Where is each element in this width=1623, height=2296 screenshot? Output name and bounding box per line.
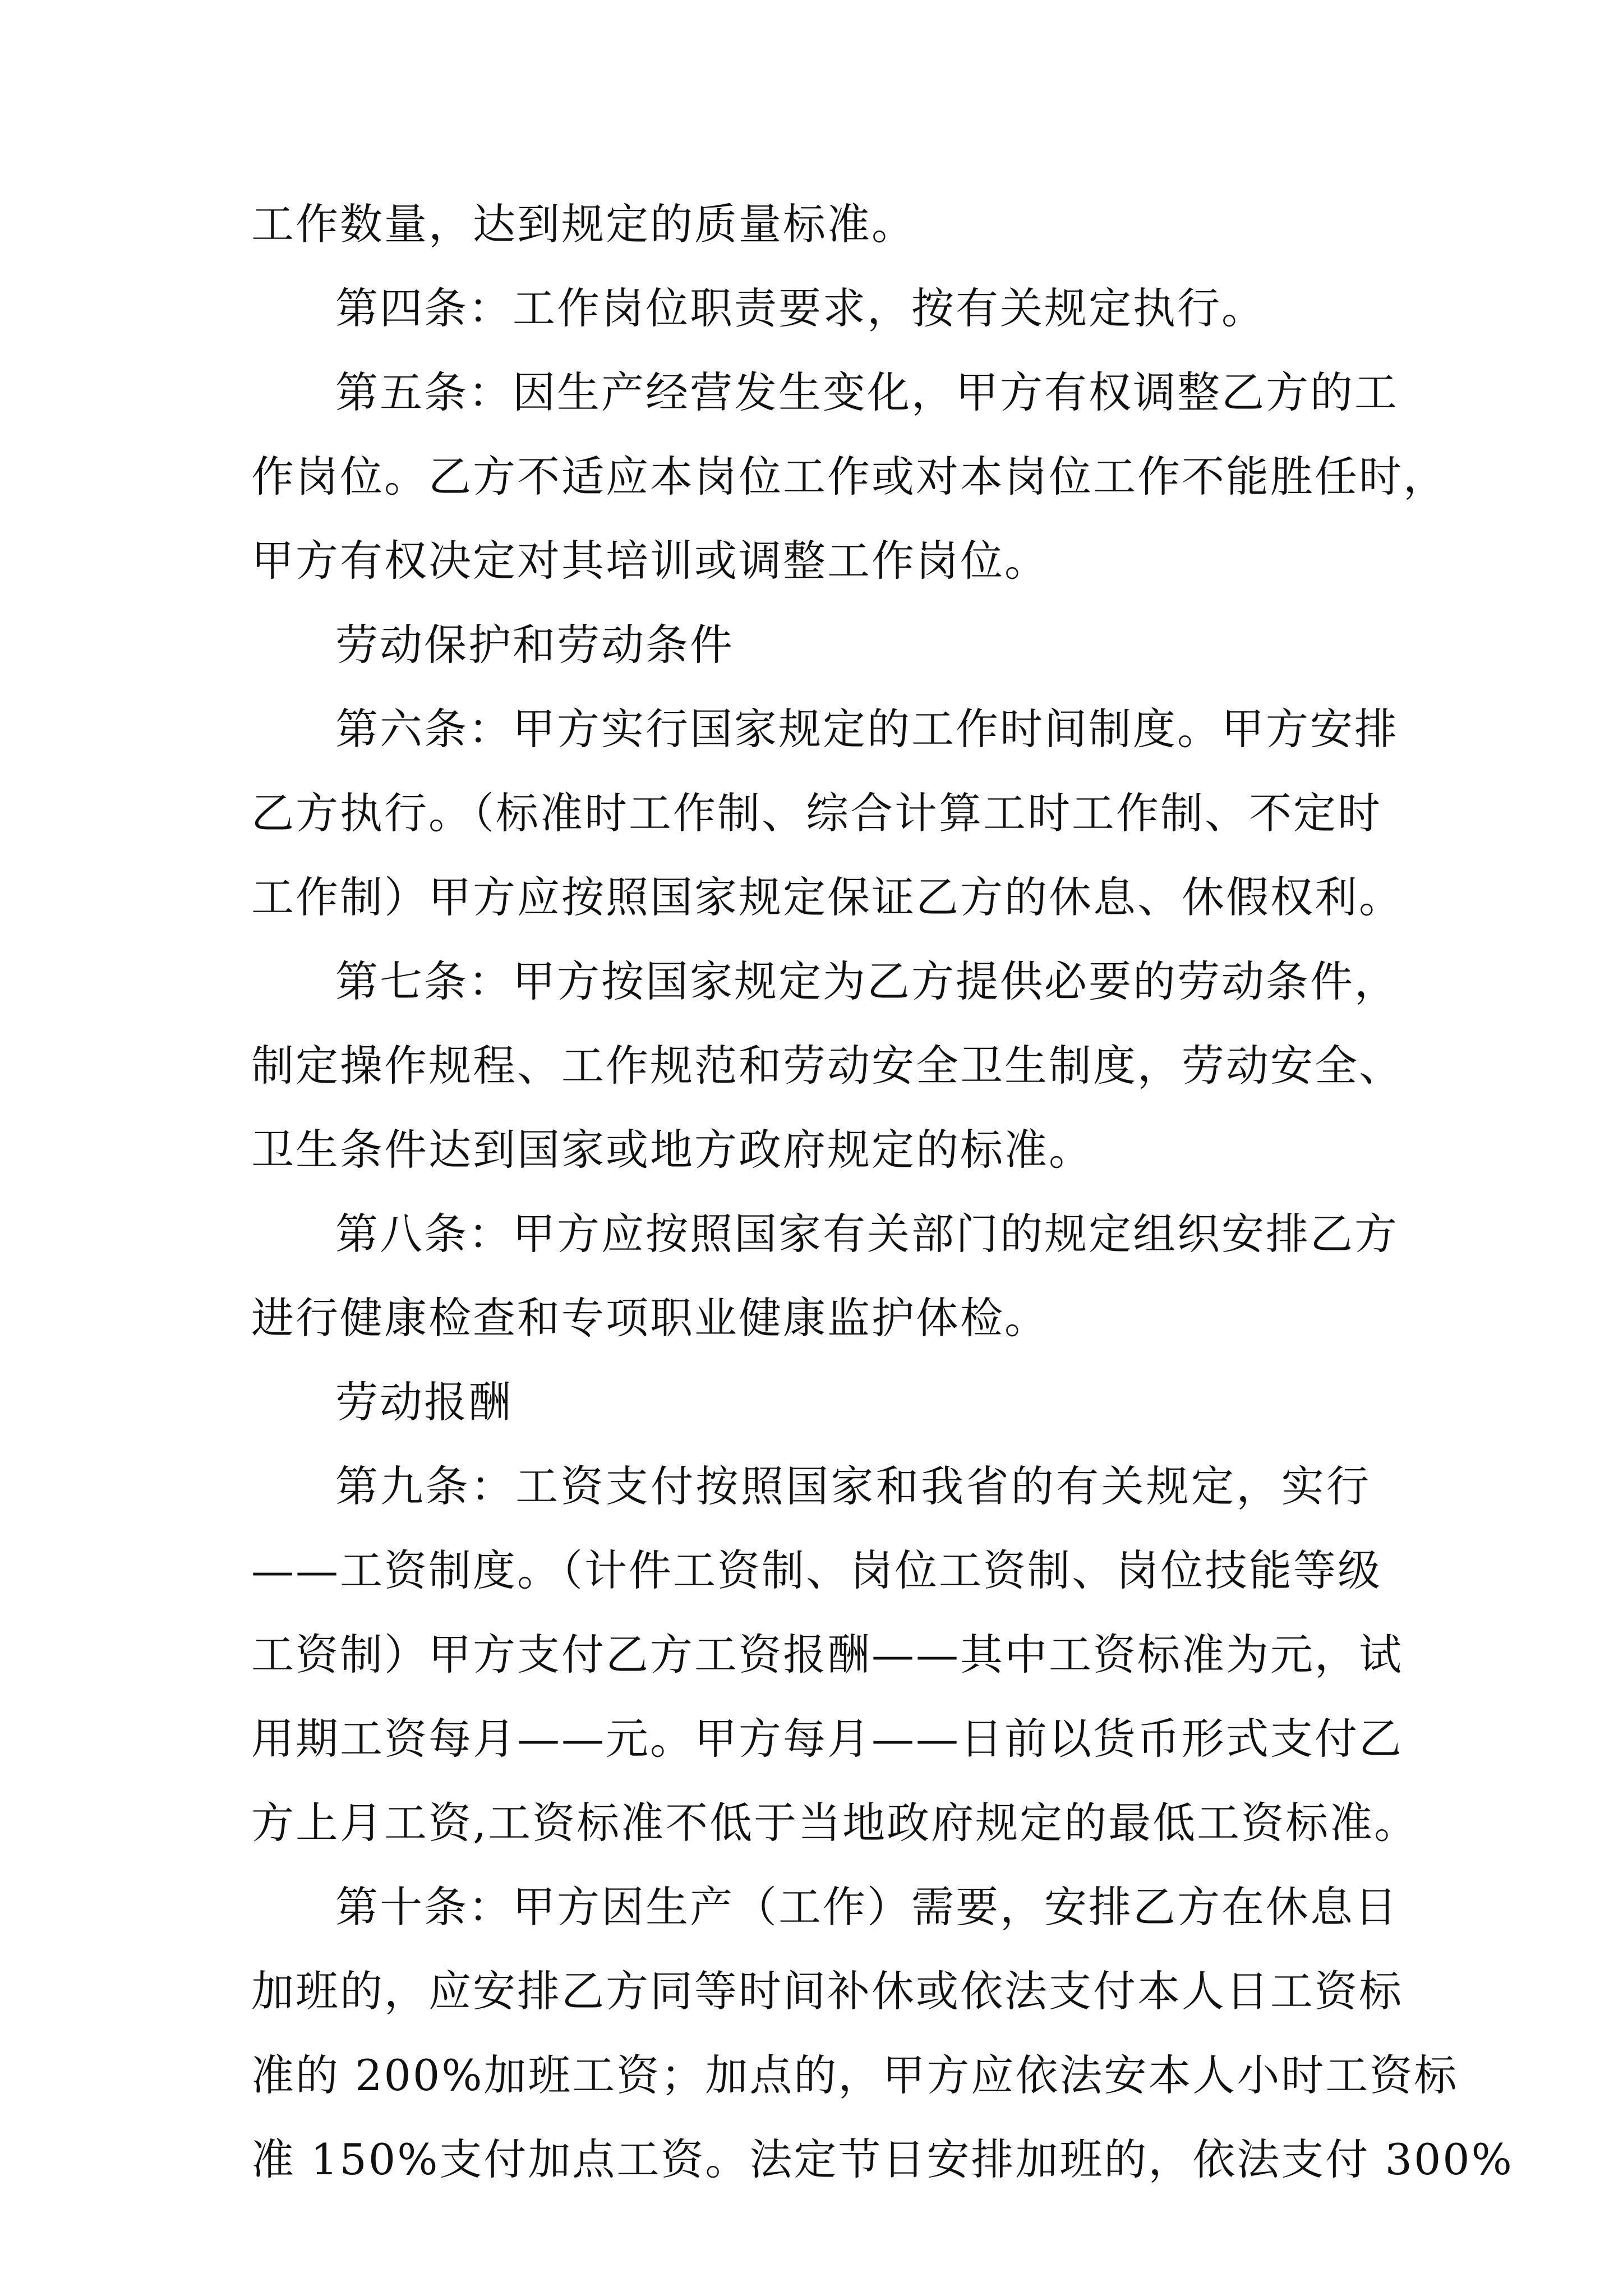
text-line: 工作数量，达到规定的质量标准。	[251, 199, 916, 249]
text-line: ——工资制度。（计件工资制、岗位工资制、岗位技能等级	[251, 1545, 1382, 1595]
text-line: 乙方执行。（标准时工作制、综合计算工时工作制、不定时	[251, 788, 1382, 838]
text-line: 加班的，应安排乙方同等时间补休或依法支付本人日工资标	[251, 1966, 1403, 2016]
text-line: 第七条：甲方按国家规定为乙方提供必要的劳动条件，	[335, 956, 1399, 1006]
text-line: 制定操作规程、工作规范和劳动安全卫生制度，劳动安全、	[251, 1041, 1403, 1091]
text-line: 用期工资每月——元。甲方每月——日前以货币形式支付乙	[251, 1714, 1403, 1764]
section-heading: 劳动报酬	[335, 1377, 513, 1427]
text-line: 作岗位。乙方不适应本岗位工作或对本岗位工作不能胜任时，	[251, 452, 1447, 501]
text-line: 第十条：甲方因生产（工作）需要，安排乙方在休息日	[335, 1882, 1399, 1932]
text-line: 甲方有权决定对其培训或调整工作岗位。	[251, 536, 1049, 586]
text-line: 准的 200%加班工资；加点的，甲方应依法安本人小时工资标	[251, 2050, 1459, 2100]
text-line: 第四条：工作岗位职责要求，按有关规定执行。	[335, 283, 1266, 333]
text-line: 第九条：工资支付按照国家和我省的有关规定，实行	[335, 1461, 1371, 1511]
text-line: 工作制）甲方应按照国家规定保证乙方的休息、休假权利。	[251, 872, 1403, 922]
text-line: 方上月工资,工资标准不低于当地政府规定的最低工资标准。	[251, 1798, 1419, 1848]
text-line: 第五条：因生产经营发生变化，甲方有权调整乙方的工	[335, 367, 1399, 417]
text-line: 进行健康检查和专项职业健康监护体检。	[251, 1293, 1049, 1343]
text-line: 工资制）甲方支付乙方工资报酬——其中工资标准为元，试	[251, 1630, 1403, 1680]
text-line: 第八条：甲方应按照国家有关部门的规定组织安排乙方	[335, 1209, 1399, 1259]
section-heading: 劳动保护和劳动条件	[335, 620, 734, 670]
text-line: 卫生条件达到国家或地方政府规定的标准。	[251, 1125, 1093, 1175]
text-line: 第六条：甲方实行国家规定的工作时间制度。甲方安排	[335, 704, 1399, 754]
text-line: 准 150%支付加点工资。法定节日安排加班的，依法支付 300%	[251, 2134, 1514, 2184]
